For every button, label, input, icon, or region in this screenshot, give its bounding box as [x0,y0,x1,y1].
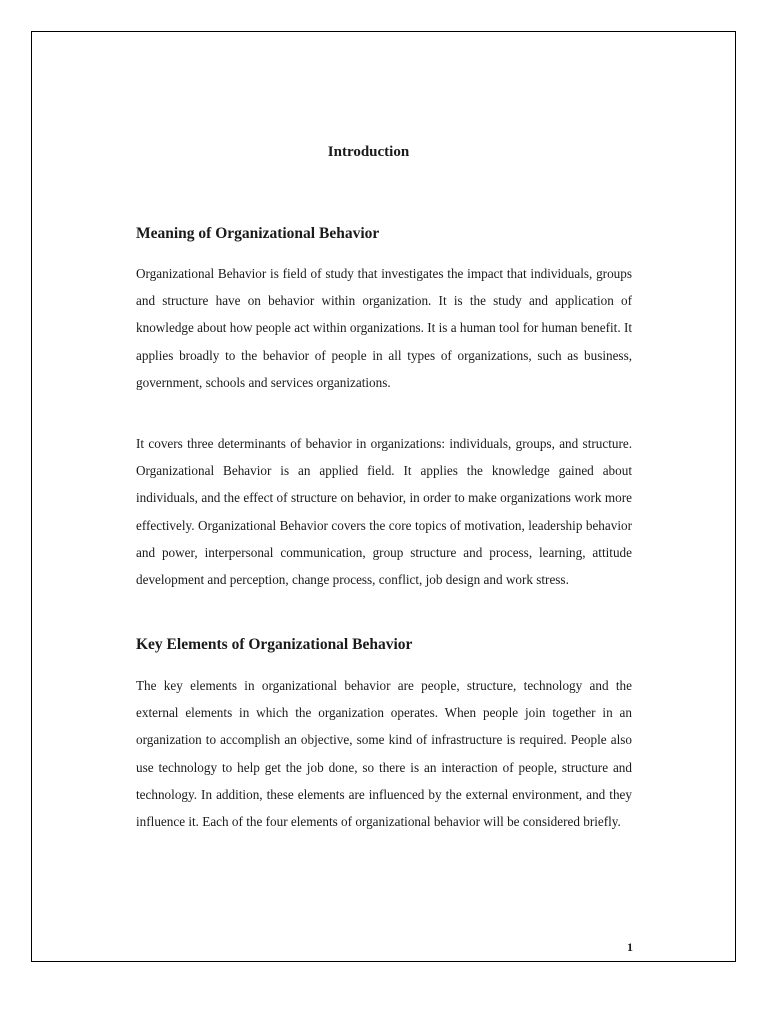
document-page [31,31,736,962]
paragraph-meaning-1: Organizational Behavior is field of study that investigates the impact that individuals, groups and structure have on behavior within organization. It is the study and application of knowledge about how people act within organizations. It is a human tool for human benefit. It applies broadly to the behavior of people in all types of organizations, such as business, government, schools and services organizations. [136,266,632,390]
paragraph-key-elements-1: The key elements in organizational behavior are people, structure, technology and the external elements in which the organization operates. When people join together in an organization to accomplish an objective, some kind of infrastructure is required. People also use technology to help get the job done, so there is an interaction of people, structure and technology. In addition, these elements are influenced by the external environment, and they influence it. Each of the four elements of organizational behavior will be considered briefly. [136,678,632,830]
section-heading-meaning: Meaning of Organizational Behavior [136,225,380,242]
document-title: Introduction [327,144,410,160]
page-number: 1 [627,940,633,954]
paragraph-meaning-2: It covers three determinants of behavior in organizations: individuals, groups, and structure. Organizational Behavior is an applied field. It applies the knowledge gained about individuals, and the effect of structure on behavior, in order to make organizations work more effectively. Organizational Behavior covers the core topics of motivation, leadership behavior and power, interpersonal communication, group structure and process, learning, attitude development and perception, change process, conflict, job design and work stress. [136,436,632,588]
section-heading-key-elements: Key Elements of Organizational Behavior [136,636,413,653]
